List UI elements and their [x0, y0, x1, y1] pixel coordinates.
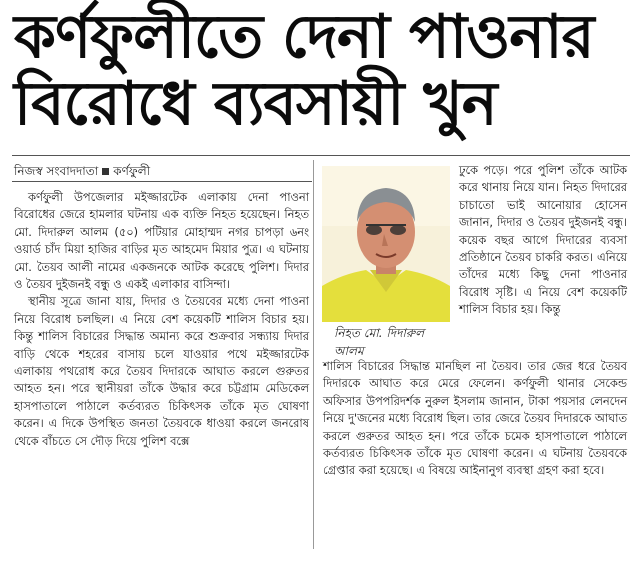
- photo-caption: নিহত মো. দিদারুল আলম: [334, 326, 425, 358]
- article-paragraph: শালিস বিচারের সিদ্ধান্ত মানছিল না তৈয়ব। তার জের ধরে তৈয়ব দিদারকে আঘাত করে মেরে ফেলেন। কর্ণফুলী থানার সেকেন্ড অফিসার উপপরিদর্শক নুরুল ইসলাম জানান, টাকা পয়সার লেনদেন নিয়ে দু'জনের মধ্যে বিরোধ ছিল। তার জেরে তৈয়ব দিদারকে আঘাত করলে গুরুতর আহত হন। পরে তাঁকে চমেক হাসপাতালে পাঠালে কর্তব্যরত চিকিৎসক তাঁকে মৃত ঘোষণা করেন। এ ঘটনায় তৈয়বকে গ্রেপ্তার করা হয়েছে। এ বিষয়ে আইনানুগ ব্যবস্থা গ্রহণ করা হবে।: [323, 359, 627, 478]
- article-column-2-bottom: [323, 358, 627, 480]
- article-paragraph: ঢুকে পড়ে। পরে পুলিশ তাঁকে আটক করে থানায় নিয়ে যান। নিহত দিদারের চাচাতো ভাই আনোয়ার হোসেন জানান, দিদার ও তৈয়ব দুইজনই বন্ধু। কয়েক বছর আগে দিদারের ব্যবসা প্রতিষ্ঠানে তৈয়ব চাকরি করত। এনিয়ে তাঁদের মধ্যে কিছু দেনা পাওনার বিরোধ সৃষ্টি। এ নিয়ে বেশ কয়েকটি শালিস বিচার হয়। কিন্তু: [459, 163, 627, 317]
- article-paragraph: কর্ণফুলী উপজেলার মইজ্জারটেক এলাকায় দেনা পাওনা বিরোধের জেরে হামলার ঘটনায় এক ব্যক্তি নিহত হয়েছেন। নিহত মো. দিদারুল আলম (৫০) পটিয়ার মোহাম্মদ নগর চাপড়া ৬নং ওয়ার্ড চাঁদ মিয়া হাজির বাড়ির মৃত আহমেদ মিয়ার পুত্র। এ ঘটনায় মো. তৈয়ব আলী নামের একজনকে আটক করেছে পুলিশ। দিদার ও তৈয়ব দুইজনই বন্ধু ও একই এলাকার বাসিন্দা।: [14, 190, 309, 292]
- location-label: কর্ণফুলী: [113, 164, 151, 178]
- portrait-photo: [322, 166, 450, 322]
- headline-line-2: বিরোধে ব্যবসায়ী খুন: [14, 69, 497, 139]
- headline: [14, 4, 634, 138]
- reporter-label: নিজস্ব সংবাদদাতা: [14, 164, 99, 178]
- article-column-1: [14, 189, 309, 450]
- byline: [14, 163, 150, 183]
- article-paragraph: স্থানীয় সূত্রে জানা যায়, দিদার ও তৈয়বের মধ্যে দেনা পাওনা নিয়ে বিরোধ চলছিল। এ নিয়ে বেশ কয়েকটি শালিস বিচার হয়। কিন্তু শালিস বিচারের সিদ্ধান্ত অমান্য করে শুক্রবার সন্ধ্যায় দিদার বাড়ি থেকে শহরের বাসায় চলে যাওয়ার পথে মইজ্জারটেক এলাকায় পথরোধ করে তৈয়ব দিদারকে আঘাত করলে গুরুতর আহত হন। পরে স্থানীয়রা তাঁকে উদ্ধার করে চট্টগ্রাম মেডিকেল হাসপাতালে পাঠালে কর্তব্যরত চিকিৎসক তাঁকে মৃত ঘোষণা করেন। এ দিকে উপস্থিত জনতা তৈয়বকে ধাওয়া করলে জনরোষ থেকে বাঁচতে সে দৌড় দিয়ে পুলিশ বক্সে: [14, 294, 309, 448]
- byline-rule: [12, 181, 312, 182]
- article-column-2-top: [459, 162, 627, 319]
- square-bullet-icon: [102, 168, 109, 175]
- headline-line-1: কর্ণফুলীতে দেনা পাওনার: [14, 2, 594, 72]
- column-divider: [313, 160, 314, 549]
- headline-rule: [12, 155, 630, 156]
